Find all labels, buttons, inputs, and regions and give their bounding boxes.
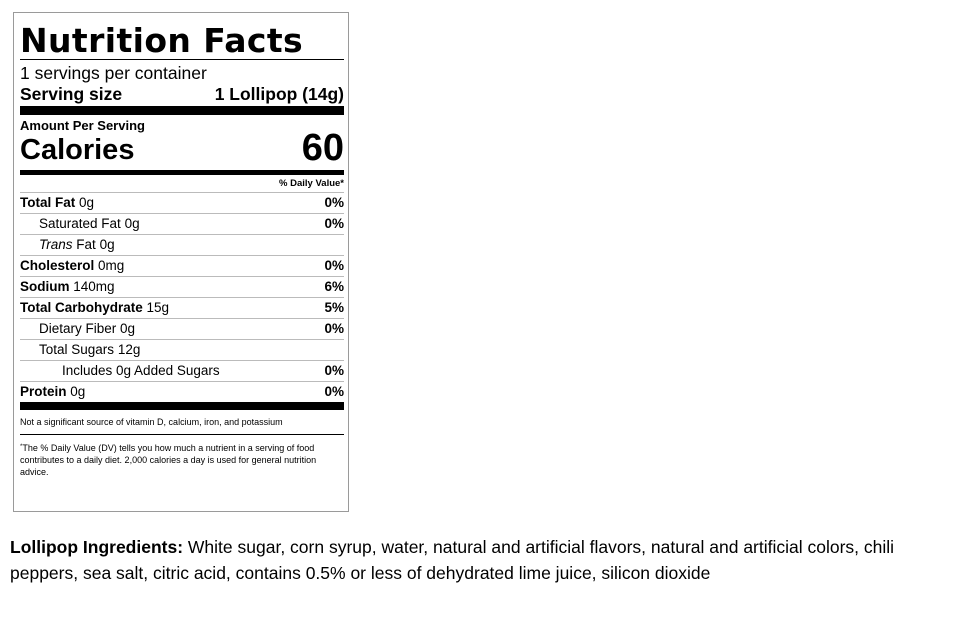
footnote-asterisk: * bbox=[20, 444, 23, 450]
serving-size-value: 1 Lollipop (14g) bbox=[214, 84, 344, 104]
nutrition-facts-label bbox=[13, 12, 349, 512]
calories-value: 60 bbox=[301, 127, 344, 169]
nutrient-amount: 0mg bbox=[98, 258, 125, 273]
nutrient-amount: 0g bbox=[70, 384, 86, 399]
nutrient-name: Saturated Fat bbox=[39, 216, 121, 231]
nutrient-name: Cholesterol bbox=[20, 258, 95, 273]
ingredients-text: White sugar, corn syrup, water, natural and artificial flavors, natural and artificial colors, chili peppers, sea salt, citric acid, contains 0.5% or less of dehydrated lime juice, silicon dioxide bbox=[10, 537, 895, 583]
nutrient-amount: 0g bbox=[99, 237, 115, 252]
nutrient-dv: 0% bbox=[324, 216, 344, 231]
nutrient-name: Dietary Fiber bbox=[39, 321, 117, 336]
nutrient-amount: 0g bbox=[124, 216, 140, 231]
nutrient-row-cholesterol bbox=[20, 255, 344, 276]
nutrient-name: Total Carbohydrate bbox=[20, 300, 143, 315]
nutrient-amount: 0g bbox=[120, 321, 136, 336]
nutrient-dv: 0% bbox=[324, 384, 344, 399]
nutrient-row-total-carbohydrate bbox=[20, 297, 344, 318]
nutrient-dv: 0% bbox=[324, 258, 344, 273]
footnote-text: The % Daily Value (DV) tells you how much a nutrient in a serving of food contributes to a daily diet. 2,000 calories a day is used for general nutrition advice. bbox=[20, 443, 317, 477]
label-title: Nutrition Facts bbox=[20, 21, 304, 60]
serving-size-row bbox=[20, 84, 344, 106]
serving-size-label: Serving size bbox=[20, 84, 123, 104]
calories-label: Calories bbox=[20, 134, 135, 166]
daily-value-header: % Daily Value* bbox=[279, 178, 344, 189]
nutrient-row-total-sugars bbox=[20, 339, 344, 360]
nutrient-row-total-fat bbox=[20, 192, 344, 213]
thick-divider bbox=[20, 402, 344, 410]
nutrient-row-dietary-fiber bbox=[20, 318, 344, 339]
nutrient-name: Total Fat bbox=[20, 195, 76, 210]
nutrient-amount: 15g bbox=[146, 300, 170, 315]
nutrient-dv: 0% bbox=[324, 321, 344, 336]
nutrient-amount: 0g bbox=[79, 195, 95, 210]
nutrient-name: Includes 0g Added Sugars bbox=[62, 363, 220, 378]
nutrient-name: Total Sugars bbox=[39, 342, 115, 357]
not-significant-note: Not a significant source of vitamin D, calcium, iron, and potassium bbox=[20, 417, 283, 427]
nutrient-name: Fat bbox=[76, 237, 96, 252]
thick-divider bbox=[20, 106, 344, 115]
nutrient-amount: 12g bbox=[117, 342, 141, 357]
nutrient-row-added-sugars bbox=[20, 360, 344, 381]
calories-row bbox=[20, 127, 344, 170]
nutrient-row-sodium bbox=[20, 276, 344, 297]
daily-value-footnote bbox=[20, 435, 344, 478]
nutrient-name-italic: Trans bbox=[39, 237, 73, 252]
nutrient-dv: 0% bbox=[324, 363, 344, 378]
nutrient-dv: 0% bbox=[324, 195, 344, 210]
nutrient-dv: 5% bbox=[324, 300, 344, 315]
nutrient-row-trans-fat bbox=[20, 234, 344, 255]
nutrient-row-protein bbox=[20, 381, 344, 402]
nutrient-row-saturated-fat bbox=[20, 213, 344, 234]
servings-per-container: 1 servings per container bbox=[20, 63, 207, 83]
nutrient-name: Protein bbox=[20, 384, 67, 399]
nutrient-amount: 140mg bbox=[73, 279, 115, 294]
ingredients-statement bbox=[10, 534, 946, 586]
ingredients-heading: Lollipop Ingredients: bbox=[10, 537, 184, 557]
nutrient-dv: 6% bbox=[324, 279, 344, 294]
amount-per-serving: Amount Per Serving bbox=[20, 118, 145, 133]
nutrient-name: Sodium bbox=[20, 279, 70, 294]
